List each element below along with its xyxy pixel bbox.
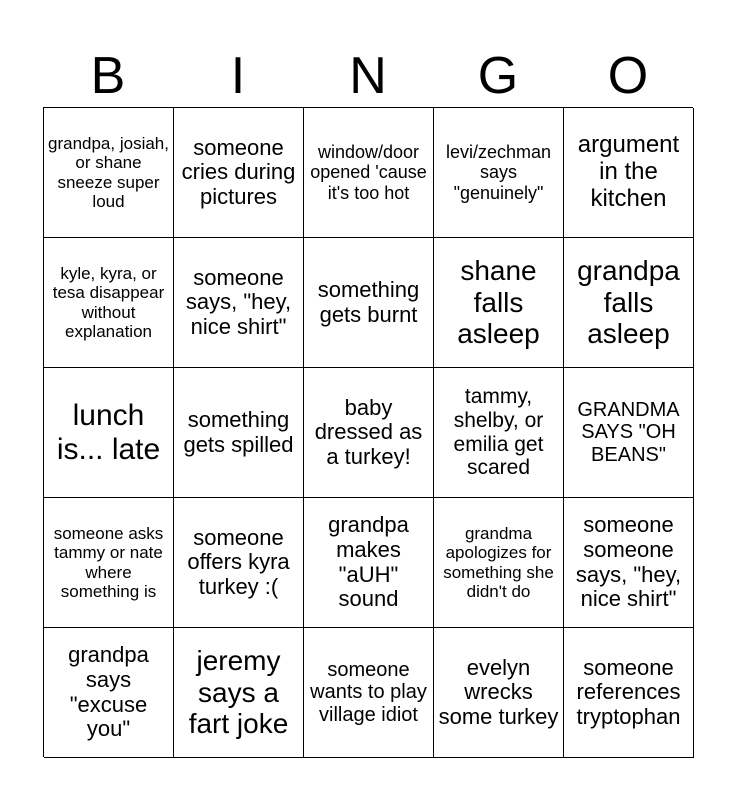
- bingo-cell-r5-c2[interactable]: jeremy says a fart joke: [174, 628, 304, 758]
- bingo-cell-r4-c3[interactable]: grandpa makes "aUH" sound: [304, 498, 434, 628]
- bingo-cell-r5-c5[interactable]: someone references tryptophan: [564, 628, 694, 758]
- bingo-cell-r4-c2[interactable]: someone offers kyra turkey :(: [174, 498, 304, 628]
- bingo-cell-r1-c1[interactable]: grandpa, josiah, or shane sneeze super loud: [44, 108, 174, 238]
- bingo-cell-r4-c1[interactable]: someone asks tammy or nate where something is: [44, 498, 174, 628]
- bingo-cell-r1-c4[interactable]: levi/zechman says "genuinely": [434, 108, 564, 238]
- bingo-cell-r3-c2[interactable]: something gets spilled: [174, 368, 304, 498]
- bingo-cell-r4-c4[interactable]: grandma apologizes for something she didn't do: [434, 498, 564, 628]
- bingo-cell-r3-c5[interactable]: GRANDMA SAYS "OH BEANS": [564, 368, 694, 498]
- bingo-cell-r2-c2[interactable]: someone says, "hey, nice shirt": [174, 238, 304, 368]
- bingo-cell-r5-c3[interactable]: someone wants to play village idiot: [304, 628, 434, 758]
- header-letter-b: B: [90, 47, 126, 105]
- bingo-cell-r1-c3[interactable]: window/door opened 'cause it's too hot: [304, 108, 434, 238]
- header-letter-g: G: [477, 47, 519, 105]
- header-letter-o: O: [607, 47, 649, 105]
- bingo-cell-r5-c4[interactable]: evelyn wrecks some turkey: [434, 628, 564, 758]
- bingo-header: [43, 44, 693, 108]
- bingo-cell-r2-c3[interactable]: something gets burnt: [304, 238, 434, 368]
- bingo-cell-r3-c4[interactable]: tammy, shelby, or emilia get scared: [434, 368, 564, 498]
- header-letter-n: N: [349, 47, 387, 105]
- bingo-cell-r1-c2[interactable]: someone cries during pictures: [174, 108, 304, 238]
- bingo-cell-r5-c1[interactable]: grandpa says "excuse you": [44, 628, 174, 758]
- bingo-cell-r2-c5[interactable]: grandpa falls asleep: [564, 238, 694, 368]
- bingo-cell-r3-c3[interactable]: baby dressed as a turkey!: [304, 368, 434, 498]
- bingo-cell-r4-c5[interactable]: someone someone says, "hey, nice shirt": [564, 498, 694, 628]
- bingo-cell-r3-c1[interactable]: lunch is... late: [44, 368, 174, 498]
- bingo-cell-r2-c1[interactable]: kyle, kyra, or tesa disappear without explanation: [44, 238, 174, 368]
- bingo-cell-r1-c5[interactable]: argument in the kitchen: [564, 108, 694, 238]
- header-letter-i: I: [230, 47, 246, 105]
- bingo-card-grid: [43, 107, 693, 757]
- bingo-cell-r2-c4[interactable]: shane falls asleep: [434, 238, 564, 368]
